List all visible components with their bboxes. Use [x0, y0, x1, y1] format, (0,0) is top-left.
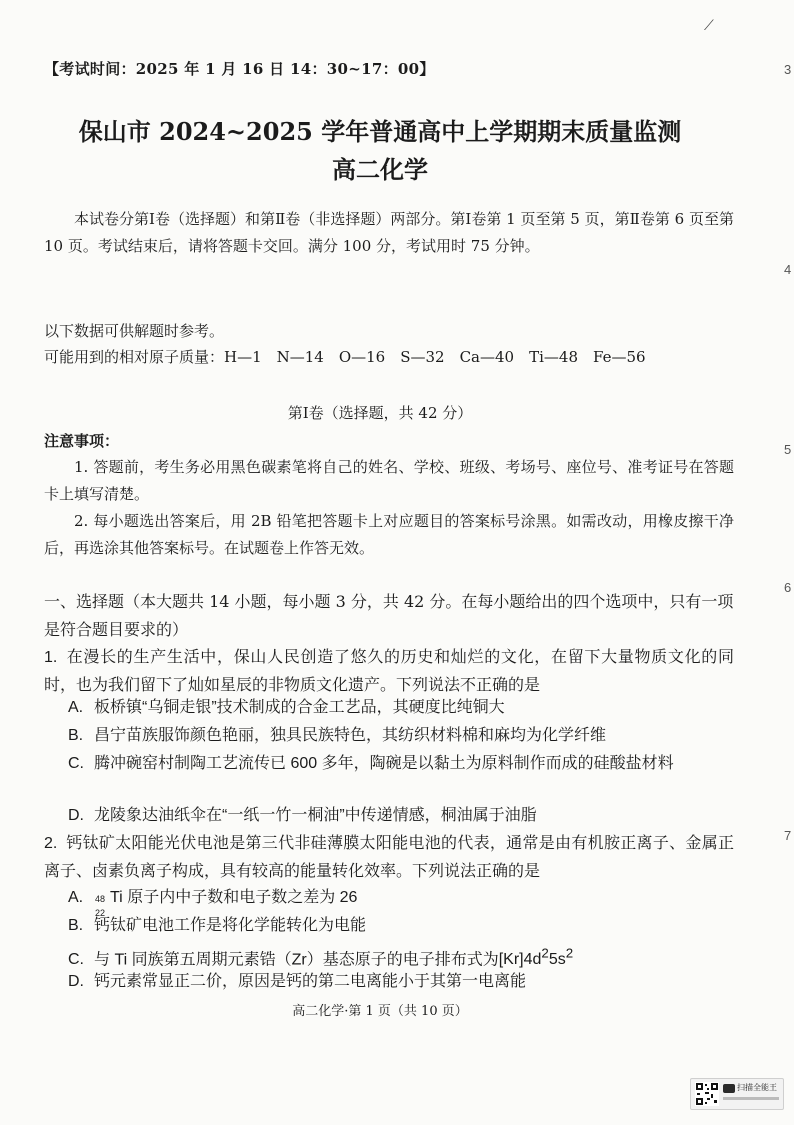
question-stem: 钙钛矿太阳能光伏电池是第三代非硅薄膜太阳能电池的代表，通常是由有机胺正离子、金属正离子、卤素负离子构成，具有较高的能量转化效率。下列说法正确的是	[44, 835, 734, 880]
option-text: 腾冲碗窑村制陶工艺流传已 600 多年，陶碗是以黏土为原料制作而成的硅酸盐材料	[94, 755, 674, 772]
atomic-number: 22	[95, 907, 106, 918]
notice-item: 2. 每小题选出答案后，用 2B 铅笔把答题卡上对应题目的答案标号涂黑。如需改动，用橡皮擦干净后，再选涂其他答案标号。在试题卷上作答无效。	[44, 512, 734, 557]
margin-page-mark: 6	[784, 580, 792, 595]
intro-paragraph: 本试卷分第Ⅰ卷（选择题）和第Ⅱ卷（非选择题）两部分。第Ⅰ卷第 1 页至第 5 页，第Ⅱ卷第 6 页至第 10 页。考试结束后，请将答题卡交回。满分 100 分，考试用时 75 分钟。	[44, 210, 734, 255]
option-text: 板桥镇“乌铜走银”技术制成的合金工艺品，其硬度比纯铜大	[94, 699, 505, 716]
option-label: D.	[68, 807, 84, 824]
config-core: [Kr]	[498, 951, 524, 969]
option-text: 龙陵象达油纸伞在“一纸一竹一桐油”中传递情感，桐油属于油脂	[94, 807, 537, 824]
margin-page-mark: 5	[784, 442, 792, 457]
option-b	[68, 722, 734, 750]
part-heading: 一、选择题（本大题共 14 小题，每小题 3 分，共 42 分。在每小题给出的四个选项中，只有一项是符合题目要求的）	[44, 592, 734, 639]
option-label: C.	[68, 755, 84, 772]
reference-note: 以下数据可供解题时参考。	[44, 322, 225, 340]
scanner-subtext-line	[723, 1097, 779, 1100]
exam-subject: 高二化学	[332, 155, 428, 184]
question-stem: 在漫长的生产生活中，保山人民创造了悠久的历史和灿烂的文化，在留下大量物质文化的同时，也为我们留下了灿如星辰的非物质文化遗产。下列说法不正确的是	[44, 649, 734, 694]
option-label: C.	[68, 951, 84, 969]
config-exponent: 2	[565, 946, 574, 961]
option-label: B.	[68, 727, 84, 744]
page-footer: 高二化学·第 1 页（共 10 页）	[292, 1004, 468, 1019]
margin-page-mark: 3	[784, 62, 792, 77]
nuclide-notation	[94, 890, 110, 918]
scanner-app-icon	[723, 1084, 735, 1093]
margin-page-mark: 4	[784, 262, 792, 277]
option-d	[68, 802, 734, 830]
option-c	[68, 750, 734, 778]
option-text: 钙元素常显正二价，原因是钙的第二电离能小于其第一电离能	[94, 973, 527, 990]
exam-time: 【考试时间：2025 年 1 月 16 日 14：30~17：00】	[44, 60, 435, 78]
mass-number: 48	[95, 893, 106, 904]
corner-pen-mark: ⟋	[704, 18, 714, 34]
config-orbital: 4d	[523, 951, 542, 969]
option-d	[68, 968, 734, 996]
question-1	[44, 644, 734, 700]
notice-item: 1. 答题前，考生务必用黑色碳素笔将自己的姓名、学校、班级、考场号、座位号、准考证号在答题卡上填写清楚。	[44, 458, 734, 503]
option-text: 昌宁苗族服饰颜色艳丽，独具民族特色，其纺织材料棉和麻均为化学纤维	[94, 727, 607, 744]
config-orbital: 5s	[548, 951, 566, 969]
element-symbol: Ti	[110, 889, 123, 906]
option-text: 与 Ti 同族第五周期元素锆（Zr）基态原子的电子排布式为	[94, 951, 499, 969]
option-label: D.	[68, 973, 84, 990]
option-a	[68, 694, 734, 722]
section-title: 第Ⅰ卷（选择题，共 42 分）	[287, 404, 473, 422]
config-exponent: 2	[541, 946, 549, 961]
notice-heading: 注意事项：	[44, 432, 120, 450]
exam-title: 保山市 2024~2025 学年普通高中上学期期末质量监测	[78, 117, 682, 146]
option-text: 钙钛矿电池工作是将化学能转化为电能	[94, 917, 367, 934]
atomic-mass-list: 可能用到的相对原子质量：H—1 N—14 O—16 S—32 Ca—40 Ti—48 Fe—56	[44, 348, 646, 366]
option-a	[68, 884, 734, 918]
option-label: A.	[68, 889, 84, 906]
scanner-badge	[690, 1078, 784, 1110]
question-number: 1.	[44, 649, 58, 666]
option-b	[68, 912, 734, 940]
scanner-app-name: 扫描全能王	[737, 1083, 777, 1092]
electron-config	[498, 946, 574, 969]
question-number: 2.	[44, 835, 58, 852]
option-label: A.	[68, 699, 84, 716]
option-label: B.	[68, 917, 84, 934]
question-2	[44, 830, 734, 886]
option-text: 原子内中子数和电子数之差为 26	[127, 889, 358, 906]
margin-page-mark: 7	[784, 828, 792, 843]
qr-code-icon	[695, 1082, 719, 1106]
